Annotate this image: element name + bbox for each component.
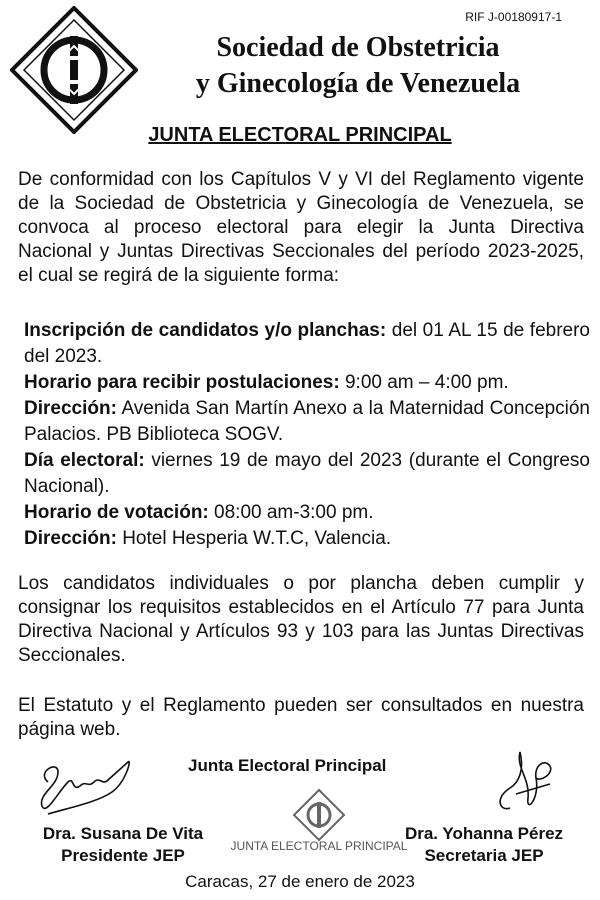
electoral-schedule-list: [24, 318, 590, 552]
item-value: Hotel Hesperia W.T.C, Valencia.: [116, 528, 392, 549]
signer-left: [28, 823, 218, 867]
signer-left-role: Presidente JEP: [61, 846, 185, 865]
signer-left-name: Dra. Susana De Vita: [42, 824, 204, 843]
signer-right-name: Dra. Yohanna Pérez: [404, 824, 564, 843]
signer-right: [384, 823, 584, 867]
list-item: [24, 370, 590, 396]
organization-name: [172, 30, 544, 102]
item-value: viernes 19 de mayo del 2023 (durante el Congreso Nacional).: [24, 450, 590, 497]
item-value: Avenida San Martín Anexo a la Maternidad Concepción Palacios. PB Biblioteca SOGV.: [24, 398, 590, 445]
item-label: Dirección:: [24, 528, 117, 549]
sogv-logo: [10, 6, 138, 134]
item-value: 08:00 am-3:00 pm.: [208, 502, 374, 523]
item-label: Dirección:: [24, 398, 117, 419]
list-item: [24, 448, 590, 500]
list-item: [24, 396, 590, 448]
signature-left: [28, 742, 138, 822]
organization-name-line2: y Ginecología de Venezuela: [195, 68, 521, 99]
intro-paragraph: De conformidad con los Capítulos V y VI del Reglamento vigente de la Sociedad de Obstetricia y Ginecología de Venezuela, se convoca al proceso electoral para elegir la Junta Directiva Nacional y Juntas Directivas Seccionales del período 2023-2025, el cual se regirá de la siguiente forma:: [18, 169, 584, 286]
signer-right-role: Secretaria JEP: [424, 846, 544, 865]
document-title: JUNTA ELECTORAL PRINCIPAL: [148, 124, 452, 146]
organization-name-line1: Sociedad de Obstetricia: [216, 32, 500, 63]
signature-right: [480, 738, 570, 828]
candidates-paragraph: Los candidatos individuales o por plancha deben cumplir y consignar los requisitos establecidos en el Artículo 77 para Junta Directiva Nacional y Artículos 93 y 103 para las Juntas Directivas Seccionales.: [18, 573, 584, 666]
item-value: 9:00 am – 4:00 pm.: [339, 372, 509, 393]
list-item: [24, 318, 590, 370]
list-item: [24, 526, 590, 552]
list-item: [24, 500, 590, 526]
item-label: Horario para recibir postulaciones:: [24, 372, 340, 393]
item-label: Inscripción de candidatos y/o planchas:: [24, 320, 387, 341]
place-date: Caracas, 27 de enero de 2023: [185, 872, 415, 891]
stamp-text: JUNTA ELECTORAL PRINCIPAL: [230, 839, 408, 853]
item-label: Horario de votación:: [24, 502, 209, 523]
rif-number: RIF J-00180917-1: [465, 10, 562, 24]
item-label: Día electoral:: [24, 450, 145, 471]
item-value: del 01 AL 15 de febrero del 2023.: [24, 320, 590, 367]
signatures-header: Junta Electoral Principal: [188, 756, 387, 775]
estatuto-paragraph: El Estatuto y el Reglamento pueden ser consultados en nuestra página web.: [18, 695, 584, 740]
